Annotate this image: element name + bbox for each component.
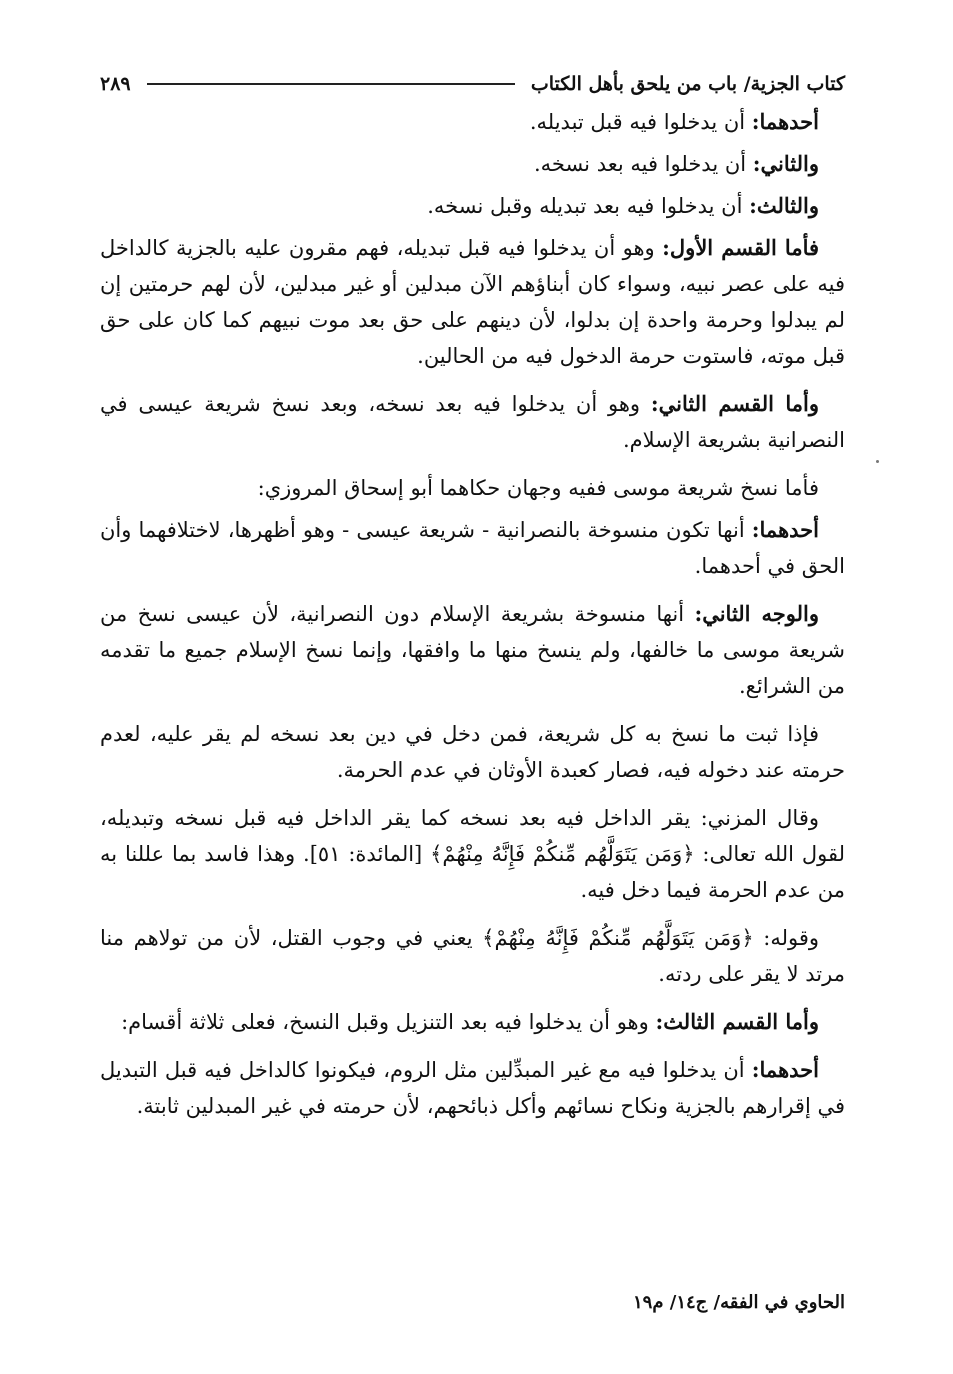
paragraph — [100, 596, 845, 704]
paragraph-text: وقال المزني: يقر الداخل فيه بعد نسخه كما يقر الداخل فيه قبل نسخه وتبديله، لقول الله تعالى: ﴿وَمَن يَتَوَلَّهُم مِّنكُمْ فَإِنَّهُ مِنْهُمْ﴾ [المائدة: ٥١]. وهذا فاسد بما عللنا به من عدم الحرمة فيما دخل فيه. — [100, 806, 846, 902]
paragraph-lead: أحدهما: — [751, 1057, 819, 1082]
paragraph — [100, 920, 845, 992]
page-number: ٢٨٩ — [100, 73, 131, 95]
paragraph — [100, 1004, 845, 1040]
paragraph — [100, 230, 845, 374]
paragraph-lead: أحدهما: — [751, 517, 819, 542]
paragraph-lead: والثاني: — [752, 151, 819, 176]
paragraph-text: فأما نسخ شريعة موسى ففيه وجهان حكاهما أبو إسحاق المروزي: — [257, 476, 819, 500]
paragraph-text: وهو أن يدخلوا فيه بعد نسخه، وبعد نسخ شريعة عيسى في النصرانية بشريعة الإسلام. — [100, 392, 845, 452]
paragraph-text: أن يدخلوا فيه مع غير المبدِّلين مثل الروم، فيكونوا كالداخل فيه قبل التبديل في إقرارهم بالجزية ونكاح نسائهم وأكل ذبائحهم، لأن حرمته في غير المبدلين ثابتة. — [100, 1058, 845, 1118]
paragraph — [100, 800, 845, 908]
paragraph — [100, 470, 845, 506]
body-text — [100, 104, 845, 1136]
paragraph — [100, 146, 845, 182]
paragraph-lead: وأما القسم الثالث: — [655, 1009, 819, 1034]
running-header — [100, 66, 845, 102]
paragraph-text: أن يدخلوا فيه بعد تبديله وقبل نسخه. — [427, 194, 750, 218]
paragraph-text: وقوله: ﴿وَمَن يَتَوَلَّهُم مِّنكُمْ فَإِنَّهُ مِنْهُمْ﴾ يعني في وجوب القتل، لأن من تولاهم منا مرتد لا يقر على ردته. — [100, 926, 845, 986]
paragraph — [100, 188, 845, 224]
header-title: كتاب الجزية/ باب من يلحق بأهل الكتاب — [530, 73, 845, 95]
paragraph-lead: فأما القسم الأول: — [662, 235, 819, 260]
header-rule — [147, 83, 515, 85]
paragraph-text: أن يدخلوا فيه قبل تبديله. — [529, 110, 752, 134]
paragraph — [100, 716, 845, 788]
paragraph-lead: والثالث: — [749, 193, 819, 218]
paragraph-text: وهو أن يدخلوا فيه بعد التنزيل وقبل النسخ، فعلى ثلاثة أقسام: — [121, 1010, 656, 1034]
paragraph-lead: والوجه الثاني: — [694, 601, 819, 626]
paragraph-lead: أحدهما: — [751, 109, 819, 134]
paragraph-text: أن يدخلوا فيه بعد نسخه. — [533, 152, 753, 176]
paragraph — [100, 512, 845, 584]
scan-speck — [876, 460, 879, 463]
paragraph-lead: وأما القسم الثاني: — [650, 391, 819, 416]
paragraph — [100, 104, 845, 140]
page-footer: الحاوي في الفقه/ ج١٤/ م١٩ — [632, 1292, 845, 1313]
paragraph-text: أنها تكون منسوخة بالنصرانية - شريعة عيسى - وهو أظهرها، لاختلافهما وأن الحق في أحدهما. — [100, 518, 845, 578]
paragraph — [100, 1052, 845, 1124]
paragraph-text: أنها منسوخة بشريعة الإسلام دون النصرانية، لأن عيسى نسخ من شريعة موسى ما خالفها، ولم ينسخ منها ما وافقها، وإنما نسخ الإسلام جميع ما تقدمه من الشرائع. — [100, 602, 845, 698]
paragraph — [100, 386, 845, 458]
paragraph-text: فإذا ثبت ما نسخ به كل شريعة، فمن دخل في دين بعد نسخه لم يقر عليه، لعدم حرمته عند دخوله فيه، فصار كعبدة الأوثان في عدم الحرمة. — [100, 722, 845, 782]
paragraph-text: وهو أن يدخلوا فيه قبل تبديله، فهم مقرون عليه بالجزية كالداخل فيه على عصر نبيه، وسواء كان أبناؤهم الآن مبدلين أو غير مبدلين، لأن لهم حرمتين إن لم يبدلوا وحرمة واحدة إن بدلوا، لأن دينهم على حق بعد موت نبيهم كما كان على حق قبل موته، فاستوت حرمة الدخول فيه من الحالين. — [100, 236, 845, 368]
